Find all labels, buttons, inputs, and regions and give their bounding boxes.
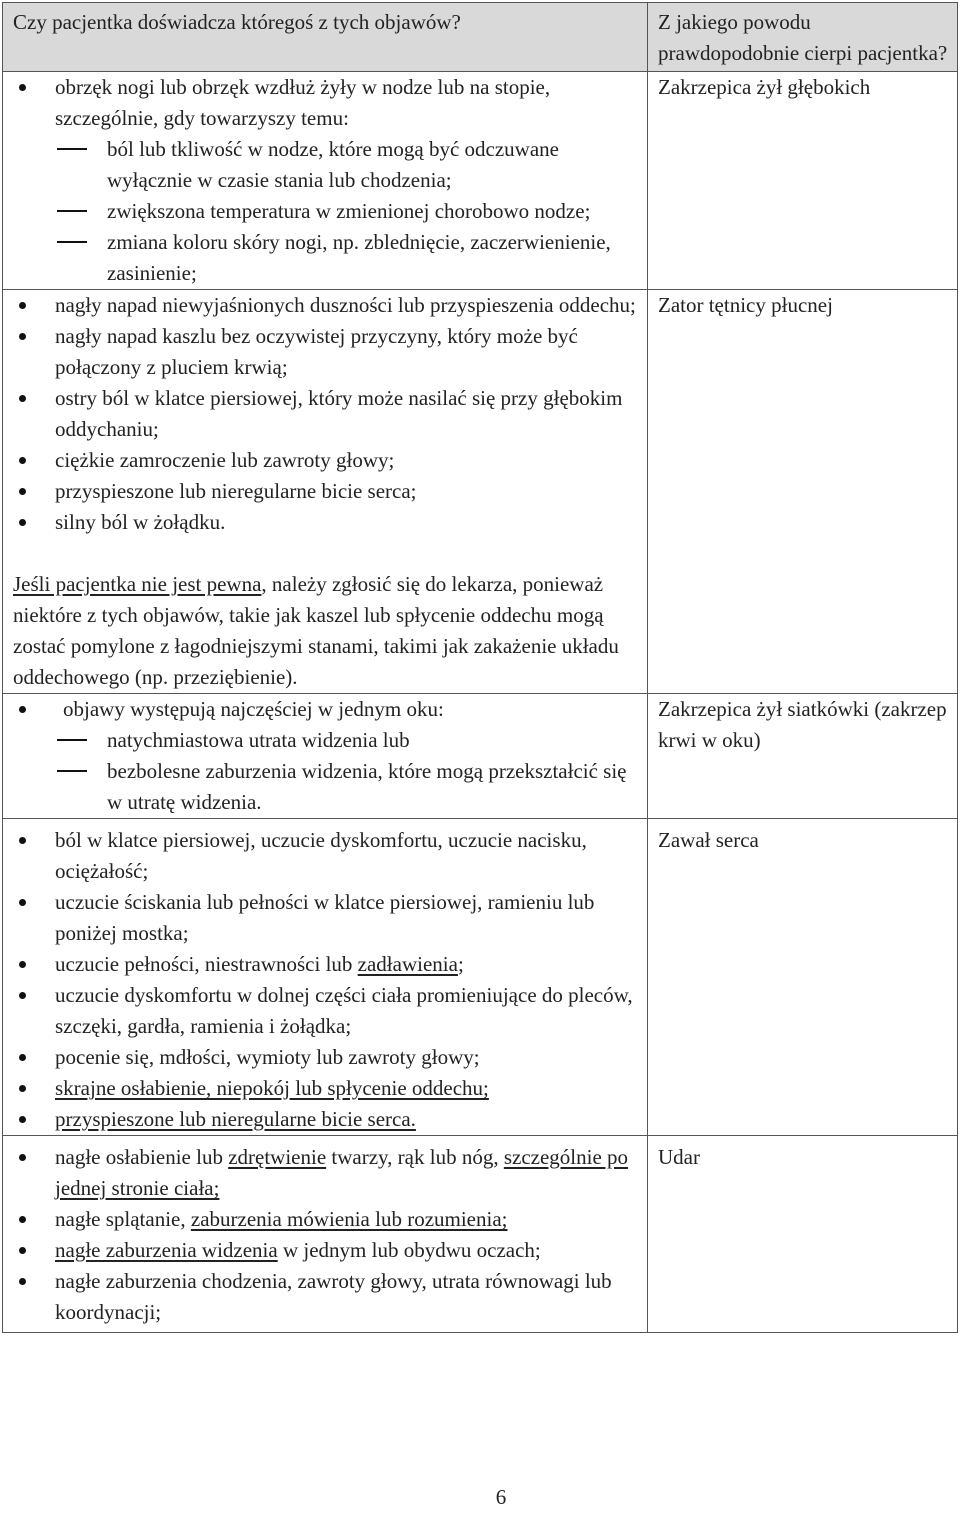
bullet-icon xyxy=(19,302,26,309)
dash-icon xyxy=(57,241,87,243)
bullet-icon xyxy=(19,837,26,844)
heart-symptoms-cell xyxy=(3,819,648,1136)
list-item xyxy=(13,949,639,980)
row-pe xyxy=(3,290,958,694)
symptom-text: zwiększona temperatura w zmienionej chorobowo nodze; xyxy=(107,199,591,223)
symptom-text: przyspieszone lub nieregularne bicie serca; xyxy=(55,479,417,503)
pe-note xyxy=(13,569,639,693)
row-heart xyxy=(3,819,958,1136)
symptom-underlined-text: skrajne osłabienie, niepokój lub spłycenie oddechu; xyxy=(55,1076,489,1100)
list-item xyxy=(13,1104,639,1135)
list-item xyxy=(13,980,639,1042)
symptom-text: uczucie ściskania lub pełności w klatce piersiowej, ramieniu lub poniżej mostka; xyxy=(55,890,595,945)
pe-symptoms-cell xyxy=(3,290,648,694)
list-item xyxy=(13,1204,639,1235)
dvt-symptoms-cell xyxy=(3,72,648,290)
dash-icon xyxy=(57,210,87,212)
list-item xyxy=(13,825,639,887)
list-item xyxy=(13,694,639,725)
bullet-icon xyxy=(19,1054,26,1061)
header-diagnosis-text: Z jakiego powodu prawdopodobnie cierpi pacjentka? xyxy=(658,10,948,65)
symptom-underlined-text: szczególnie po jednej stronie ciała; xyxy=(55,1145,629,1200)
bullet-icon xyxy=(19,992,26,999)
symptom-text: ; xyxy=(457,952,464,976)
symptom-text: natychmiastowa utrata widzenia lub xyxy=(107,728,410,752)
sub-list-item xyxy=(13,227,639,289)
table-header-row xyxy=(3,3,958,72)
bullet-icon xyxy=(19,1154,26,1161)
symptom-text: ból w klatce piersiowej, uczucie dyskomfortu, uczucie nacisku, ociężałość; xyxy=(55,828,587,883)
symptom-text: ostry ból w klatce piersiowej, który może nasilać się przy głębokim oddychaniu; xyxy=(55,386,623,441)
list-item xyxy=(13,1142,639,1204)
sub-list-item xyxy=(13,725,639,756)
symptom-text: twarzy, rąk lub nóg, xyxy=(326,1145,504,1169)
list-item xyxy=(13,445,639,476)
header-diagnosis-cell xyxy=(648,3,958,72)
symptom-text: objawy występują najczęściej w jednym oku: xyxy=(63,697,444,721)
bullet-icon xyxy=(19,1085,26,1092)
symptom-text: nagłe zaburzenia chodzenia, zawroty głowy, utrata równowagi lub koordynacji; xyxy=(55,1269,612,1324)
diagnosis-retinal: Zakrzepica żył siatkówki (zakrzep krwi w oku) xyxy=(658,697,947,752)
heart-diagnosis-cell xyxy=(648,819,958,1136)
symptom-underlined-text: zaburzenia mówienia lub rozumienia; xyxy=(190,1207,508,1231)
stroke-symptoms-cell xyxy=(3,1136,648,1333)
bullet-icon xyxy=(19,1216,26,1223)
list-item xyxy=(13,72,639,134)
row-dvt xyxy=(3,72,958,290)
dash-icon xyxy=(57,148,87,150)
sub-list-item xyxy=(13,196,639,227)
symptom-text: zmiana koloru skóry nogi, np. zblednięcie, zaczerwienienie, zasinienie; xyxy=(107,230,611,285)
list-item xyxy=(13,476,639,507)
symptom-text: nagłe splątanie, xyxy=(55,1207,191,1231)
dash-icon xyxy=(57,770,87,772)
symptom-text: pocenie się, mdłości, wymioty lub zawroty głowy; xyxy=(55,1045,480,1069)
list-item xyxy=(13,383,639,445)
symptom-text: obrzęk nogi lub obrzęk wzdłuż żyły w nodze lub na stopie, szczególnie, gdy towarzyszy temu: xyxy=(55,75,551,130)
list-item xyxy=(13,1235,639,1266)
symptom-underlined-text: przyspieszone lub nieregularne bicie serca. xyxy=(55,1107,416,1131)
retinal-symptoms-cell xyxy=(3,694,648,819)
list-item xyxy=(13,1042,639,1073)
bullet-icon xyxy=(19,519,26,526)
list-item xyxy=(13,321,639,383)
symptom-text: ból lub tkliwość w nodze, które mogą być odczuwane wyłącznie w czasie stania lub chodzenia; xyxy=(107,137,559,192)
header-symptoms-text: Czy pacjentka doświadcza któregoś z tych objawów? xyxy=(13,10,461,34)
header-symptoms-cell xyxy=(3,3,648,72)
bullet-icon xyxy=(19,706,26,713)
row-retinal xyxy=(3,694,958,819)
symptom-text: nagłe osłabienie lub xyxy=(55,1145,229,1169)
diagnosis-pe: Zator tętnicy płucnej xyxy=(658,293,833,317)
symptoms-table xyxy=(2,2,958,1333)
retinal-diagnosis-cell xyxy=(648,694,958,819)
list-item xyxy=(13,290,639,321)
page-number: 6 xyxy=(495,1485,507,1509)
diagnosis-heart: Zawał serca xyxy=(658,828,759,852)
pe-diagnosis-cell xyxy=(648,290,958,694)
bullet-icon xyxy=(19,333,26,340)
bullet-icon xyxy=(19,395,26,402)
sub-list-item xyxy=(13,134,639,196)
bullet-icon xyxy=(19,1278,26,1285)
note-text: , należy zgłosić się do lekarza, ponieważ niektóre z tych objawów, takie jak kaszel lub spłycenie oddechu mogą zostać pomylone z łagodniejszymi stanami, takimi jak zakażenie układu oddechowego (np. przeziębienie). xyxy=(13,572,619,689)
dash-icon xyxy=(57,739,87,741)
bullet-icon xyxy=(19,457,26,464)
list-item xyxy=(13,507,639,538)
sub-list-item xyxy=(13,756,639,818)
list-item xyxy=(13,1073,639,1104)
bullet-icon xyxy=(19,488,26,495)
symptom-text: w jednym lub obydwu oczach; xyxy=(277,1238,541,1262)
row-stroke xyxy=(3,1136,958,1333)
bullet-icon xyxy=(19,899,26,906)
symptom-text: bezbolesne zaburzenia widzenia, które mogą przekształcić się w utratę widzenia. xyxy=(107,759,627,814)
bullet-icon xyxy=(19,84,26,91)
symptom-text: nagły napad niewyjaśnionych duszności lub przyspieszenia oddechu; xyxy=(55,293,636,317)
diagnosis-stroke: Udar xyxy=(658,1145,700,1169)
symptom-text: uczucie pełności, niestrawności lub xyxy=(55,952,358,976)
symptom-text: nagły napad kaszlu bez oczywistej przyczyny, który może być połączony z pluciem krwią; xyxy=(55,324,578,379)
symptom-underlined-text: zdrętwienie xyxy=(228,1145,327,1169)
stroke-diagnosis-cell xyxy=(648,1136,958,1333)
note-underlined-text: Jeśli pacjentka nie jest pewna xyxy=(13,572,262,596)
symptom-underlined-text: nagłe zaburzenia widzenia xyxy=(55,1238,278,1262)
symptom-text: silny ból w żołądku. xyxy=(55,510,226,534)
list-item xyxy=(13,1266,639,1328)
symptom-text: uczucie dyskomfortu w dolnej części ciała promieniujące do pleców, szczęki, gardła, ramienia i żołądka; xyxy=(55,983,633,1038)
diagnosis-dvt: Zakrzepica żył głębokich xyxy=(658,75,871,99)
bullet-icon xyxy=(19,1116,26,1123)
bullet-icon xyxy=(19,1247,26,1254)
symptom-underlined-text: zadławienia xyxy=(357,952,458,976)
bullet-icon xyxy=(19,961,26,968)
dvt-diagnosis-cell xyxy=(648,72,958,290)
list-item xyxy=(13,887,639,949)
symptom-text: ciężkie zamroczenie lub zawroty głowy; xyxy=(55,448,395,472)
